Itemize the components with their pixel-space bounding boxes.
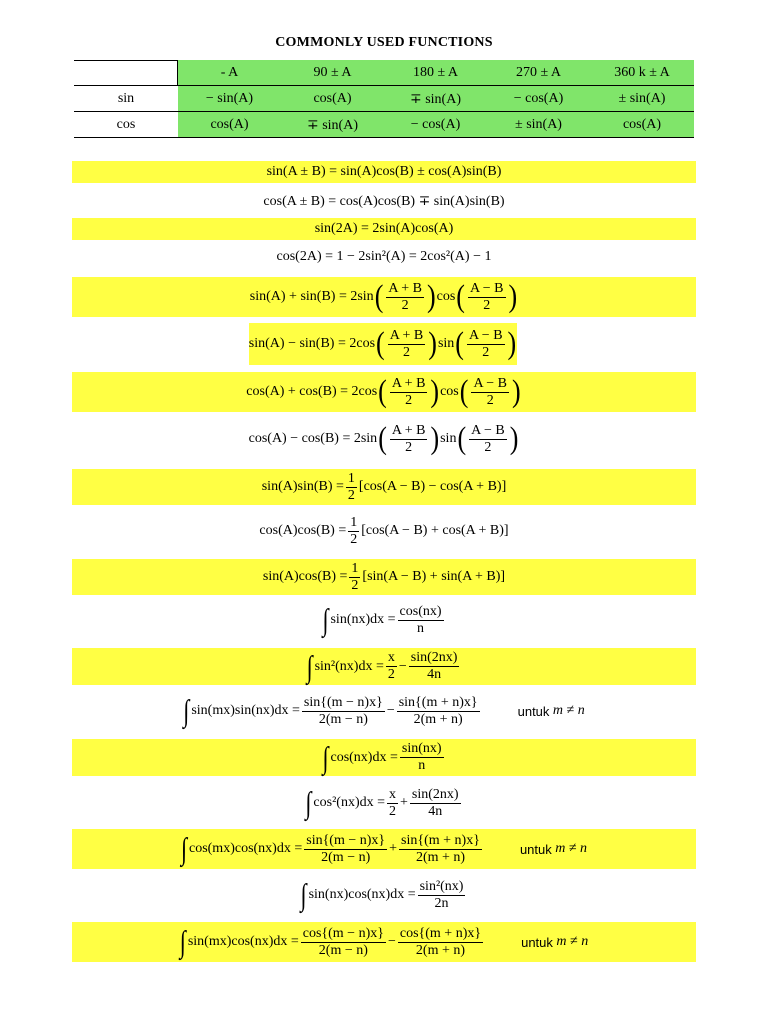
table-header-cell: 360 k ± A <box>590 60 694 86</box>
numerator: sin²(nx) <box>419 878 464 894</box>
denominator: 2(m − n) <box>318 942 368 958</box>
integral-cos <box>72 739 696 776</box>
denominator: 2 <box>350 531 358 547</box>
identity-cos-cos-product <box>72 513 696 549</box>
fraction <box>399 833 482 866</box>
table-row-label: sin <box>117 91 135 106</box>
table-row <box>74 112 694 138</box>
table-cell: cos(A) <box>590 112 694 138</box>
operator: − <box>386 703 395 718</box>
table-cell: cos(A) <box>281 86 384 112</box>
formula-text: sin(nx)cos(nx)dx = <box>308 887 416 902</box>
identity-sin-minus-sin <box>249 323 517 365</box>
integral-cos-squared <box>72 783 696 823</box>
fraction <box>386 281 424 314</box>
numerator: sin{(m + n)x} <box>401 832 480 848</box>
numerator: x <box>389 786 397 802</box>
numerator: A − B <box>471 422 505 438</box>
integral-sign: ∫ <box>306 648 313 684</box>
paren: ( <box>378 421 387 456</box>
denominator: 4n <box>428 803 443 819</box>
paren: ) <box>426 279 436 314</box>
table-cell: ± sin(A) <box>590 86 694 112</box>
denominator: 2(m + n) <box>413 711 463 727</box>
integral-sin-sin <box>72 691 696 731</box>
table-border <box>74 60 178 61</box>
formula-text: cos(nx)dx = <box>330 749 398 765</box>
denominator: 4n <box>427 667 442 682</box>
paren: ) <box>508 279 518 314</box>
paren: ) <box>430 374 440 409</box>
operator: − <box>387 934 396 949</box>
denominator: 2(m + n) <box>415 942 466 958</box>
table-cell: cos(A) <box>178 112 281 138</box>
denominator: 2 <box>347 487 355 503</box>
denominator: 2 <box>402 344 410 360</box>
condition: m ≠ n <box>556 934 589 949</box>
integral-sign: ∫ <box>179 923 186 959</box>
identity-sin-sin-product <box>72 469 696 505</box>
integral-sign: ∫ <box>180 830 187 866</box>
formula-text: sin(mx)cos(nx)dx = <box>187 934 299 949</box>
condition-label: untuk <box>521 934 553 950</box>
operator: + <box>389 841 398 856</box>
identity-sin-plus-sin <box>72 277 696 317</box>
denominator: 2(m − n) <box>321 849 371 865</box>
numerator: cos{(m − n)x} <box>302 925 384 941</box>
fraction <box>471 376 509 409</box>
numerator: A + B <box>391 422 426 438</box>
denominator: 2 <box>387 667 395 682</box>
table-border <box>74 111 694 112</box>
fraction <box>386 650 397 683</box>
table-cell: − sin(A) <box>178 86 281 112</box>
denominator: 2(m − n) <box>318 711 368 727</box>
table-header-row <box>74 60 694 86</box>
formula-text: cos <box>436 289 456 304</box>
integral-sign: ∫ <box>305 784 312 820</box>
integral-sign: ∫ <box>300 876 307 912</box>
formula-text: cos <box>440 384 459 399</box>
denominator: 2 <box>483 297 491 313</box>
numerator: sin(nx) <box>401 741 442 756</box>
formula-text: sin(A)sin(B) = <box>261 479 344 494</box>
paren: ( <box>374 279 384 314</box>
paren: ( <box>459 374 469 409</box>
paren: ( <box>455 326 464 361</box>
formula-text: sin(A) + sin(B) = 2sin <box>249 289 374 304</box>
formula-text: sin <box>437 336 455 351</box>
numerator: A − B <box>468 327 503 343</box>
fraction <box>469 423 507 456</box>
denominator: 2 <box>486 392 494 408</box>
operator: − <box>398 658 407 674</box>
fraction <box>467 328 505 361</box>
table-cell: ∓ sin(A) <box>384 86 487 112</box>
integral-sign: ∫ <box>183 692 190 728</box>
denominator: 2 <box>405 392 413 408</box>
formula-text: cos(mx)cos(nx)dx = <box>188 841 303 856</box>
formula-text: cos(A)cos(B) = <box>259 523 347 538</box>
formula-text: sin(A)cos(B) = <box>262 569 348 584</box>
table-header-cell: 180 ± A <box>384 60 487 86</box>
fraction <box>468 281 506 314</box>
table-row-label: cos <box>116 117 136 132</box>
numerator: sin{(m − n)x} <box>303 694 383 710</box>
identity-cos-minus-cos <box>72 419 696 459</box>
integral-sin-squared <box>72 648 696 685</box>
paren: ) <box>507 326 517 361</box>
numerator: sin(2nx) <box>410 650 458 665</box>
fraction <box>390 423 428 456</box>
numerator: 1 <box>350 514 358 530</box>
paren: ) <box>428 326 437 361</box>
table-header-cell <box>74 60 178 86</box>
fraction <box>410 787 461 820</box>
fraction <box>397 695 480 728</box>
fraction <box>302 695 385 728</box>
fraction <box>398 926 483 959</box>
table-row <box>74 86 694 112</box>
numerator: sin(2nx) <box>411 786 459 802</box>
denominator: 2 <box>389 803 397 819</box>
fraction <box>388 328 426 361</box>
paren: ( <box>456 279 465 314</box>
table-cell: ∓ sin(A) <box>281 112 384 138</box>
denominator: 2 <box>405 439 413 455</box>
identity-sin-double: sin(2A) = 2sin(A)cos(A) <box>314 221 454 236</box>
table-header-cell: 90 ± A <box>281 60 384 86</box>
paren: ( <box>378 374 387 409</box>
integral-sin-cos <box>72 922 696 962</box>
condition-label: untuk <box>519 841 552 857</box>
fraction <box>346 471 357 504</box>
table-cell: ± sin(A) <box>487 112 590 138</box>
identity-sin-cos-product <box>72 559 696 595</box>
formula-text: sin <box>440 431 457 446</box>
numerator: sin{(m − n)x} <box>306 832 386 848</box>
table-header-cell: - A <box>178 60 281 86</box>
denominator: 2 <box>484 439 492 455</box>
fraction <box>390 376 428 409</box>
condition: m ≠ n <box>555 841 588 856</box>
paren: ( <box>457 421 467 456</box>
table-header-cell: 270 ± A <box>487 60 590 86</box>
table-border <box>74 137 694 138</box>
reduction-table <box>74 60 694 138</box>
paren: ( <box>376 326 385 361</box>
denominator: 2 <box>482 344 490 360</box>
denominator: n <box>417 620 425 636</box>
numerator: x <box>387 650 395 665</box>
formula-text: sin(A) − sin(B) = 2cos <box>248 336 376 351</box>
fraction <box>409 650 460 683</box>
fraction <box>301 926 386 959</box>
paren: ) <box>430 421 440 456</box>
integral-sin-cos-same <box>72 875 696 915</box>
formula-text: sin(mx)sin(nx)dx = <box>191 703 300 718</box>
formula-text: sin(nx)dx = <box>330 612 396 627</box>
condition: m ≠ n <box>552 703 585 718</box>
numerator: 1 <box>347 470 355 486</box>
fraction <box>400 741 444 774</box>
integral-sign: ∫ <box>322 601 329 637</box>
paren: ) <box>509 421 519 456</box>
fraction <box>398 604 444 637</box>
denominator: n <box>418 758 426 773</box>
numerator: A + B <box>389 327 424 343</box>
table-cell: − cos(A) <box>384 112 487 138</box>
denominator: 2 <box>401 297 409 313</box>
formula-text: sin²(nx)dx = <box>314 658 384 674</box>
condition-label: untuk <box>517 703 550 719</box>
denominator: 2n <box>434 895 449 911</box>
identity-cos-sum: cos(A ± B) = cos(A)cos(B) ∓ sin(A)sin(B) <box>263 193 505 209</box>
fraction <box>348 515 359 548</box>
integral-cos-cos <box>72 829 696 869</box>
integral-sin <box>72 600 696 640</box>
table-border <box>74 85 694 86</box>
numerator: A + B <box>391 375 426 391</box>
page-title: COMMONLY USED FUNCTIONS <box>275 35 493 50</box>
denominator: 2 <box>351 577 359 593</box>
formula-text: [cos(A − B) − cos(A + B)] <box>358 479 507 494</box>
identity-cos-plus-cos <box>72 372 696 412</box>
numerator: 1 <box>351 560 359 576</box>
operator: + <box>400 795 408 810</box>
formula-text: [cos(A − B) + cos(A + B)] <box>361 523 509 538</box>
paren: ) <box>512 374 521 409</box>
numerator: cos{(m + n)x} <box>399 925 482 941</box>
fraction <box>349 561 360 594</box>
integral-sign: ∫ <box>322 739 329 775</box>
numerator: sin{(m + n)x} <box>398 694 478 710</box>
identity-sin-sum: sin(A ± B) = sin(A)cos(B) ± cos(A)sin(B) <box>266 164 502 179</box>
formula-text: cos(A) + cos(B) = 2cos <box>246 384 378 399</box>
numerator: A − B <box>469 280 504 296</box>
numerator: A − B <box>473 375 508 391</box>
table-border <box>177 60 178 86</box>
fraction <box>418 879 466 912</box>
fraction <box>304 833 387 866</box>
numerator: cos(nx) <box>399 603 442 619</box>
formula-text: [sin(A − B) + sin(A + B)] <box>362 569 506 584</box>
table-cell: − cos(A) <box>487 86 590 112</box>
numerator: A + B <box>388 280 422 296</box>
identity-cos-double: cos(2A) = 1 − 2sin²(A) = 2cos²(A) − 1 <box>276 249 492 264</box>
formula-text: cos²(nx)dx = <box>313 795 386 810</box>
denominator: 2(m + n) <box>415 849 466 865</box>
fraction <box>387 787 398 820</box>
formula-text: cos(A) − cos(B) = 2sin <box>248 431 378 446</box>
